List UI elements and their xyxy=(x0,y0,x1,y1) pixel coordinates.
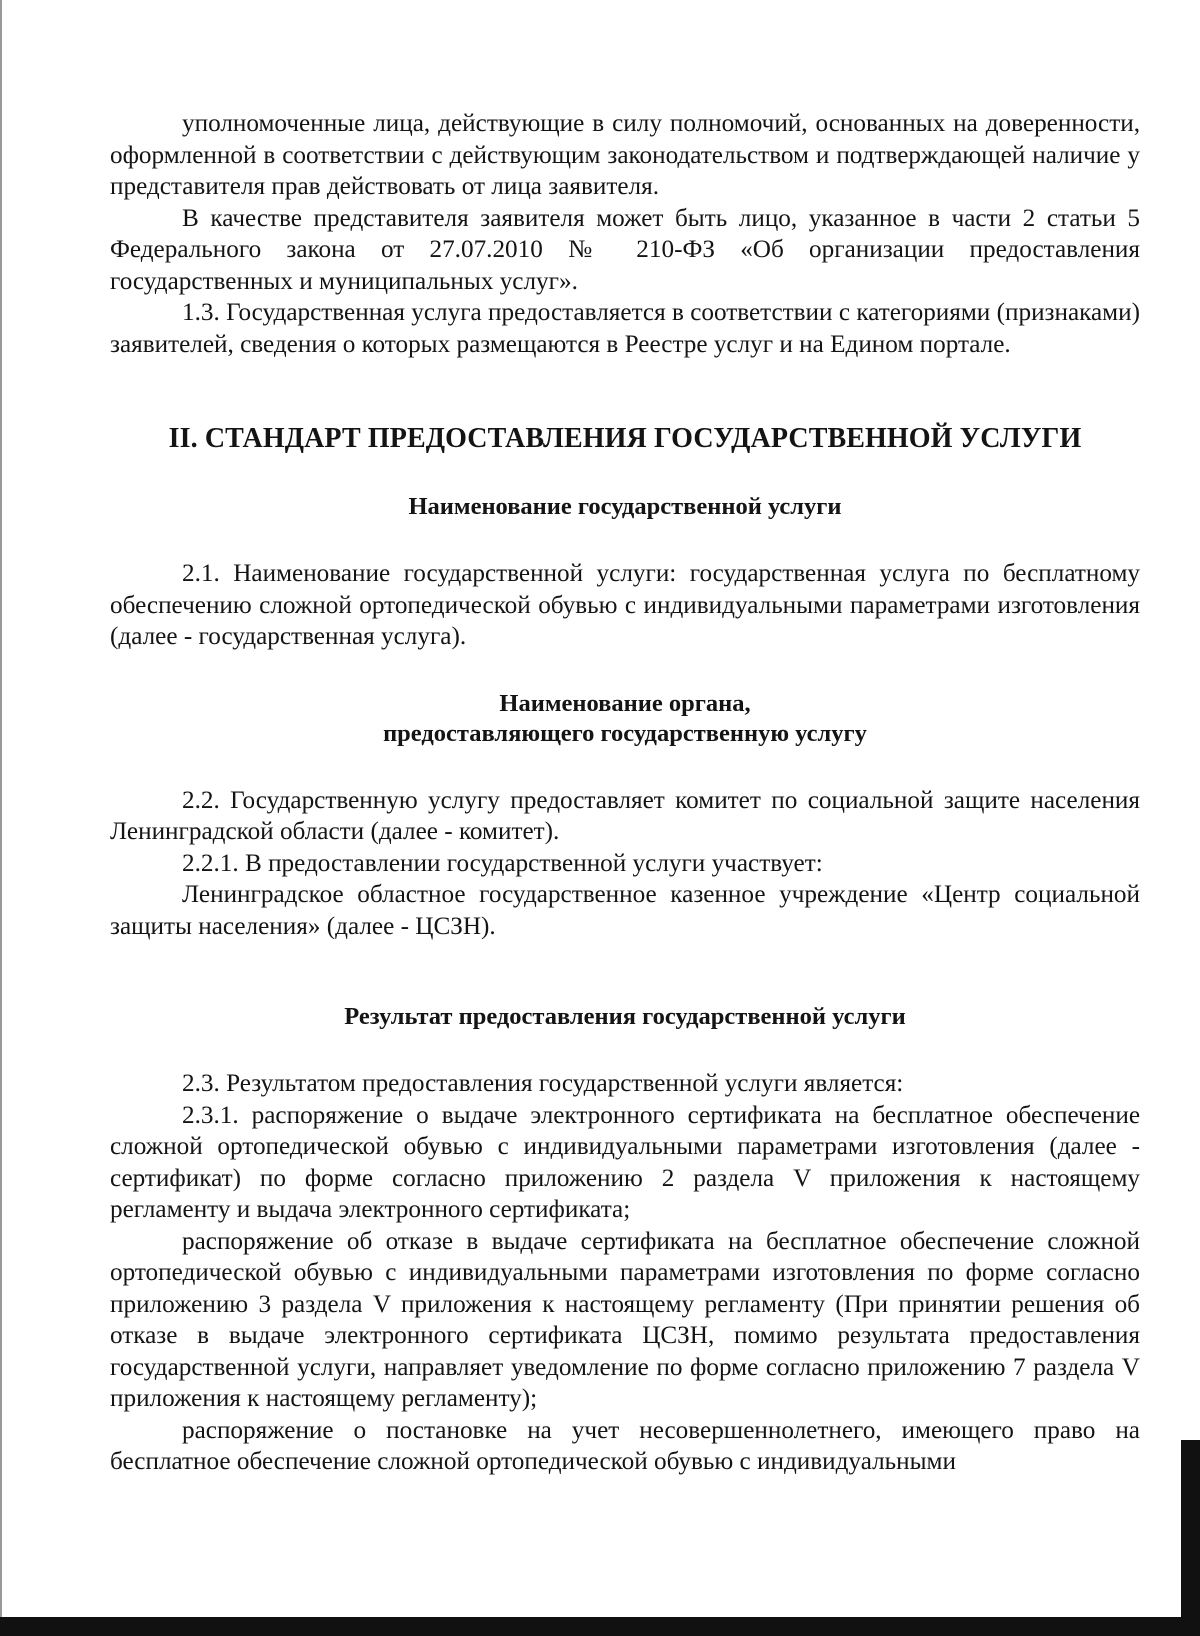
heading-service-name: Наименование государственной услуги xyxy=(408,493,842,520)
heading-body-line2: предоставляющего государственную услугу xyxy=(383,719,867,747)
paragraph-czsn: Ленинградское областное государственное казенное учреждение «Центр социальной защиты населения» (далее - ЦСЗН). xyxy=(110,881,1140,940)
paragraph-2-3-1: 2.3.1. распоряжение о выдаче электронного сертификата на бесплатное обеспечение сложной ортопедической обувью с индивидуальными параметрами изготовления (далее - сертификат) по форме согласно приложению 2 раздела V приложения к настоящему регламенту и выдача электронного сертификата; xyxy=(110,1101,1140,1223)
paragraph-1-3: 1.3. Государственная услуга предоставляется в соответствии с категориями (признаками) заявителей, сведения о которых размещаются в Реестре услуг и на Едином портале. xyxy=(110,299,1140,358)
paragraph-representative-law: В качестве представителя заявителя может быть лицо, указанное в части 2 статьи 5 Федерального закона от 27.07.2010 № 210-ФЗ «Об организации предоставления государственных и муниципальных услуг». xyxy=(110,204,1140,295)
heading-result: Результат предоставления государственной услуги xyxy=(344,1003,906,1030)
paragraph-2-2: 2.2. Государственную услугу предоставляет комитет по социальной защите населения Ленинградской области (далее - комитет). xyxy=(110,786,1140,845)
paragraph-registration: распоряжение о постановке на учет несовершеннолетнего, имеющего право на бесплатное обеспечение сложной ортопедической обувью с индивидуальными xyxy=(110,1416,1140,1475)
paragraph-refusal: распоряжение об отказе в выдаче сертификата на бесплатное обеспечение сложной ортопедической обувью с индивидуальными параметрами изготовления по форме согласно приложению 3 раздела V приложения к настоящему регламенту (При принятии решения об отказе в выдаче электронного сертификата ЦСЗН, помимо результата предоставления государственной услуги, направляет уведомление по форме согласно приложению 7 раздела V приложения к настоящему регламенту); xyxy=(110,1227,1140,1412)
heading-body-line1: Наименование органа, xyxy=(499,689,751,717)
section-title: II. СТАНДАРТ ПРЕДОСТАВЛЕНИЯ ГОСУДАРСТВЕННОЙ УСЛУГИ xyxy=(168,423,1082,454)
scan-left-edge xyxy=(0,0,2,1636)
paragraph-representatives: уполномоченные лица, действующие в силу полномочий, основанных на доверенности, оформленной в соответствии с действующим законодательством и подтверждающей наличие у представителя прав действовать от лица заявителя. xyxy=(110,110,1140,200)
document-content xyxy=(110,108,1140,1478)
paragraph-2-1: 2.1. Наименование государственной услуги: государственная услуга по бесплатному обеспечению сложной ортопедической обувью с индивидуальными параметрами изготовления (далее - государственная услуга). xyxy=(110,560,1140,650)
scan-right-shadow xyxy=(1181,1440,1200,1636)
paragraph-2-3: 2.3. Результатом предоставления государственной услуги является: xyxy=(182,1070,904,1097)
paragraph-2-2-1: 2.2.1. В предоставлении государственной услуги участвует: xyxy=(182,849,823,877)
scan-bottom-shadow xyxy=(0,1617,1200,1636)
